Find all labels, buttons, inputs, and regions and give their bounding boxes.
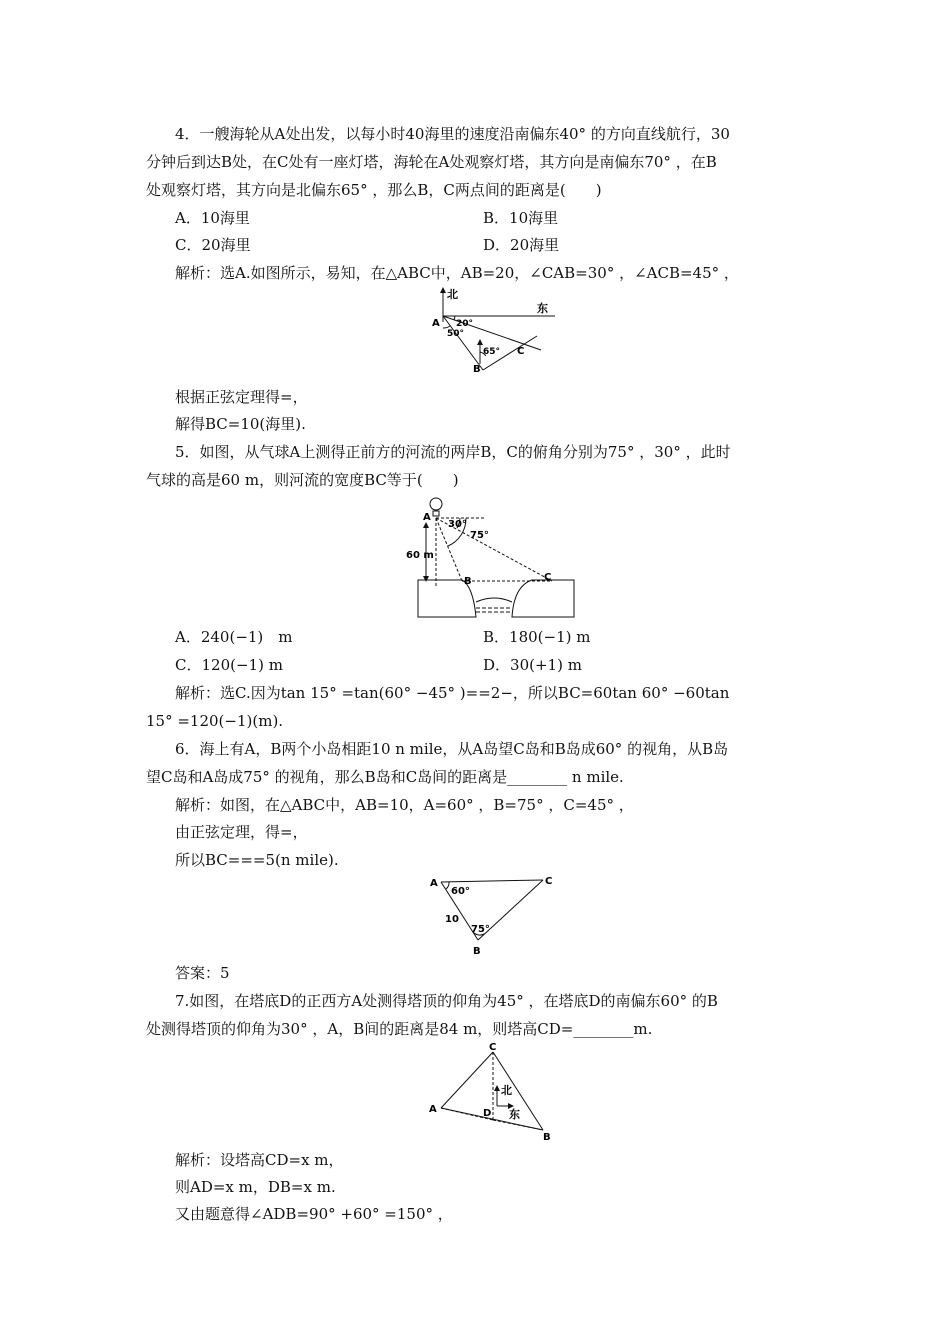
q4-fig-a: A: [432, 318, 440, 329]
q4-fig-east: 东: [537, 302, 548, 315]
q6-solution-3: 所以BC===5(n mile).: [175, 851, 339, 869]
q7-fig-d: D: [483, 1108, 492, 1119]
q4-fig-north: 北: [447, 288, 458, 301]
q5-solution-1: 解析：选C.因为tan 15° =tan(60° −45° )==2−，所以BC=60tan 60° −60tan: [175, 684, 730, 702]
q4-line-3: 处观察灯塔，其方向是北偏东65° ，那么B，C两点间的距离是( ): [146, 181, 602, 199]
q4-fig-b: B: [473, 364, 481, 375]
q7-solution-1: 解析：设塔高CD=x m，: [175, 1151, 344, 1169]
q7-fig-b: B: [543, 1132, 551, 1143]
q4-fig-ang20: 20°: [456, 319, 474, 329]
q4-line-2: 分钟后到达B处，在C处有一座灯塔，海轮在A处观察灯塔，其方向是南偏东70° ，在B: [146, 153, 717, 171]
q5-fig-ang75: 75°: [470, 530, 489, 541]
q6-line-ac: [441, 880, 543, 882]
q4-option-d: D．20海里: [483, 236, 560, 254]
q6-fig-length: 10: [445, 914, 459, 925]
q4-option-a: A．10海里: [175, 209, 250, 227]
q5-figure: [400, 494, 580, 622]
q7-fig-north: 北: [501, 1084, 512, 1097]
q5-option-c: C．120(−1) m: [175, 656, 283, 674]
q7-solution-2: 则AD=x m，DB=x m.: [175, 1178, 336, 1196]
q4-line-1: 4．一艘海轮从A处出发，以每小时40海里的速度沿南偏东40° 的方向直线航行，30: [175, 125, 730, 143]
q5-fig-height: 60 m: [406, 550, 434, 561]
q6-line-2: 望C岛和A岛成75° 的视角，那么B岛和C岛间的距离是________ n mile.: [146, 768, 624, 786]
q4-fig-ang65: 65°: [483, 347, 501, 357]
q4-solution-3: 解得BC=10(海里).: [175, 415, 306, 433]
q5-line-2: 气球的高是60 m，则河流的宽度BC等于( ): [146, 471, 459, 489]
q7-line-2: 处测得塔顶的仰角为30° ，A，B间的距离是84 m，则塔高CD=________m.: [146, 1020, 653, 1038]
q6-fig-b: B: [473, 946, 481, 957]
q7-line-ca: [441, 1052, 493, 1108]
q4-option-c: C．20海里: [175, 236, 251, 254]
q6-figure: [425, 870, 560, 960]
q5-fig-ang30: 30°: [448, 519, 467, 530]
q6-fig-a: A: [430, 878, 438, 889]
q7-solution-3: 又由题意得∠ADB=90° +60° =150° ，: [175, 1205, 453, 1223]
q4-fig-ang50: 50°: [447, 329, 465, 339]
q5-option-b: B．180(−1) m: [483, 628, 591, 646]
q7-line-1: 7.如图，在塔底D的正西方A处测得塔顶的仰角为45° ，在塔底D的南偏东60° 的B: [175, 992, 718, 1010]
q4-figure: [425, 286, 560, 376]
q5-option-a: A．240(−1) m: [175, 628, 293, 646]
q6-solution-2: 由正弦定理，得=，: [175, 823, 308, 841]
q5-line-1: 5．如图，从气球A上测得正前方的河流的两岸B，C的俯角分别为75° ，30° ，此时: [175, 443, 731, 461]
q4-solution-2: 根据正弦定理得=，: [175, 388, 308, 406]
q4-solution-1: 解析：选A.如图所示，易知，在△ABC中，AB=20，∠CAB=30° ，∠ACB=45° ，: [175, 264, 739, 282]
q5-solution-2: 15° =120(−1)(m).: [146, 712, 284, 730]
q6-fig-ang75: 75°: [471, 924, 490, 935]
q5-fig-c: C: [544, 572, 552, 583]
q7-fig-a: A: [429, 1104, 437, 1115]
q5-fig-a: A: [423, 512, 431, 523]
q6-answer: 答案：5: [175, 964, 230, 982]
q7-fig-east: 东: [509, 1108, 520, 1121]
q7-fig-c: C: [489, 1042, 497, 1053]
q5-right-bank: [512, 580, 574, 617]
q6-fig-c: C: [545, 876, 553, 887]
q4-fig-c: C: [517, 346, 525, 357]
q6-fig-ang60: 60°: [451, 886, 470, 897]
q6-solution-1: 解析：如图，在△ABC中，AB=10，A=60° ，B=75° ，C=45° ，: [175, 796, 634, 814]
q5-option-d: D．30(+1) m: [483, 656, 582, 674]
q7-figure: [425, 1040, 560, 1145]
q4-option-b: B．10海里: [483, 209, 559, 227]
q5-fig-b: B: [464, 576, 472, 587]
q6-line-1: 6．海上有A，B两个小岛相距10 n mile，从A岛望C岛和B岛成60° 的视角，从B岛: [175, 740, 729, 758]
q5-balloon: [430, 498, 442, 510]
